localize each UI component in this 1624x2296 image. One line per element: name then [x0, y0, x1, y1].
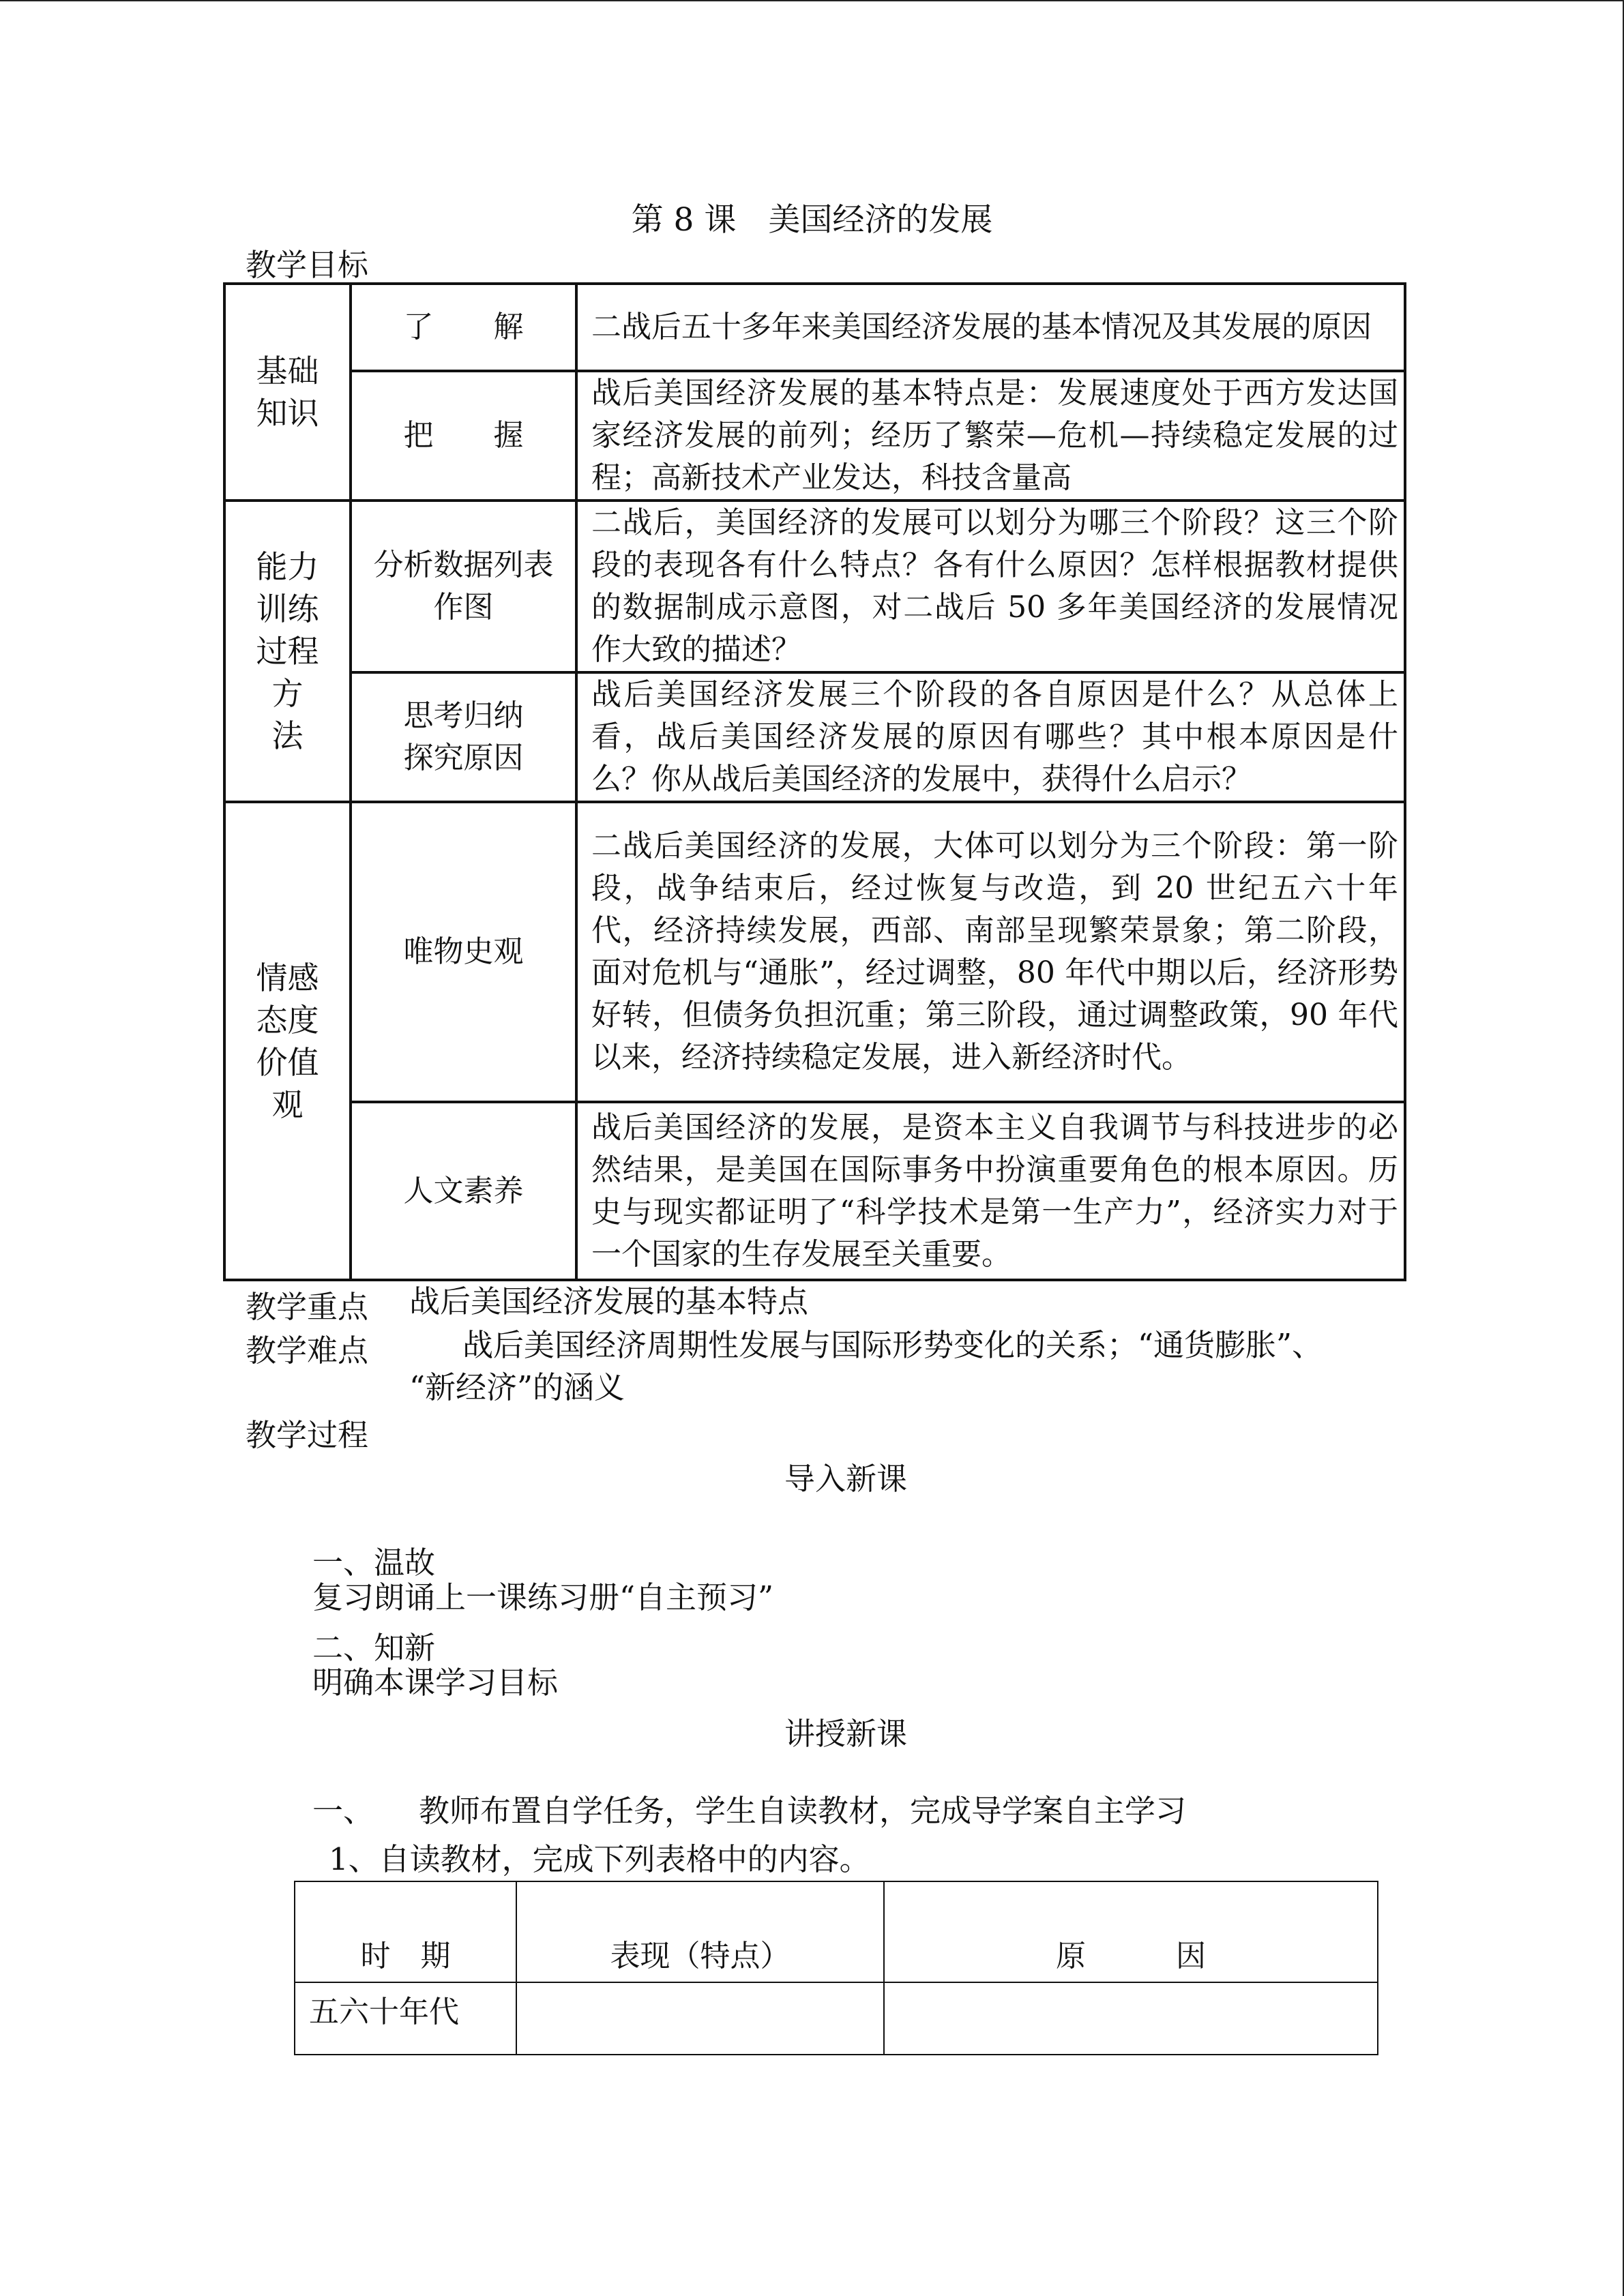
review-heading: 一、温故: [312, 1545, 436, 1581]
subcategory-cell: [351, 371, 576, 501]
subcategory-cell: [351, 802, 576, 1102]
subcategory-label: 人文素养: [403, 1173, 524, 1208]
new-heading: 二、知新: [312, 1630, 436, 1666]
teach-heading: 讲授新课: [784, 1716, 907, 1752]
key-point-text: 战后美国经济发展的基本特点: [409, 1283, 809, 1320]
table-row: [224, 802, 1405, 1102]
intro-heading: 导入新课: [784, 1461, 907, 1497]
subcategory-label: 把 握: [403, 418, 524, 453]
category-label: 能力 训练 过程 方 法: [256, 548, 319, 754]
difficulty-text-line1: 战后美国经济周期性发展与国际形势变化的关系；“通货膨胀”、: [462, 1327, 1323, 1363]
table-header-row: [295, 1881, 1378, 1982]
category-label: 基础 知识: [256, 353, 319, 432]
category-cell: [224, 284, 351, 501]
objectives-table: [223, 282, 1406, 1281]
subcategory-cell: [351, 672, 576, 802]
category-cell: [224, 802, 351, 1280]
table-row: [224, 501, 1405, 672]
subcategory-cell: [351, 1102, 576, 1280]
table-row: [224, 371, 1405, 501]
process-heading: 教学过程: [246, 1417, 369, 1453]
cell-performance[interactable]: [516, 1982, 884, 2055]
table-row: [224, 284, 1405, 371]
step-text: 教师布置自学任务，学生自读教材，完成导学案自主学习: [419, 1793, 1187, 1829]
step-number: 一、: [312, 1793, 374, 1829]
subcategory-cell: [351, 284, 576, 371]
cell-reason[interactable]: [884, 1982, 1378, 2055]
task-table: [294, 1881, 1378, 2055]
subcategory-label: 唯物史观: [403, 934, 524, 969]
subcategory-cell: [351, 501, 576, 672]
header-performance: 表现（特点）: [516, 1881, 884, 1982]
description-cell: 战后美国经济发展的基本特点是：发展速度处于西方发达国家经济发展的前列；经历了繁荣—危机—持续稳定发展的过程；高新技术产业发达，科技含量高: [576, 371, 1405, 501]
description-cell: 二战后，美国经济的发展可以划分为哪三个阶段？这三个阶段的表现各有什么特点？各有什么原因？怎样根据教材提供的数据制成示意图，对二战后 50 多年美国经济的发展情况作大致的描述？: [576, 501, 1405, 672]
step-subtask: 1、自读教材，完成下列表格中的内容。: [329, 1841, 870, 1877]
table-row: [224, 1102, 1405, 1280]
difficulty-label: 教学难点: [246, 1332, 369, 1369]
page-title: 第 8 课 美国经济的发展: [631, 201, 993, 239]
cell-period: 五六十年代: [295, 1982, 516, 2055]
description-cell: 二战后美国经济的发展，大体可以划分为三个阶段：第一阶段，战争结束后，经过恢复与改造，到 20 世纪五六十年代，经济持续发展，西部、南部呈现繁荣景象；第二阶段，面对危机与“通胀”，经过调整，80 年代中期以后，经济形势好转，但债务负担沉重；第三阶段，通过调整政策，90 年代以来，经济持续稳定发展，进入新经济时代。: [576, 802, 1405, 1102]
header-period: 时 期: [295, 1881, 516, 1982]
new-text: 明确本课学习目标: [312, 1665, 559, 1701]
key-point-label: 教学重点: [246, 1289, 369, 1325]
header-reason: 原 因: [884, 1881, 1378, 1982]
category-label: 情感 态度 价值 观: [256, 959, 319, 1123]
objectives-heading: 教学目标: [246, 247, 369, 283]
table-row: [295, 1982, 1378, 2055]
subcategory-label: 了 解: [403, 310, 524, 344]
description-cell: 二战后五十多年来美国经济发展的基本情况及其发展的原因: [576, 284, 1405, 371]
category-cell: [224, 501, 351, 802]
review-text: 复习朗诵上一课练习册“自主预习”: [312, 1579, 774, 1615]
description-cell: 战后美国经济的发展，是资本主义自我调节与科技进步的必然结果，是美国在国际事务中扮演重要角色的根本原因。历史与现实都证明了“科学技术是第一生产力”，经济实力对于一个国家的生存发展至关重要。: [576, 1102, 1405, 1280]
difficulty-text-line2: “新经济”的涵义: [409, 1369, 625, 1405]
table-row: [224, 672, 1405, 802]
subcategory-label: 思考归纳 探究原因: [403, 698, 524, 775]
subcategory-label: 分析数据列表 作图: [373, 548, 554, 625]
description-cell: 战后美国经济发展三个阶段的各自原因是什么？从总体上看，战后美国经济发展的原因有哪些？其中根本原因是什么？你从战后美国经济的发展中，获得什么启示？: [576, 672, 1405, 802]
